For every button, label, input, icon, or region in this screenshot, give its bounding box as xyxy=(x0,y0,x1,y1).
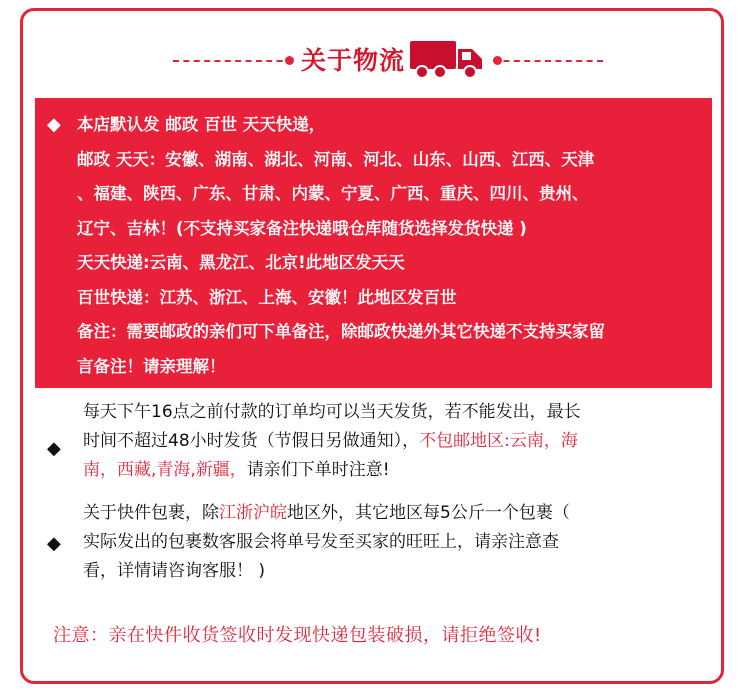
carrier-line: 辽宁、吉林！(不支持买家备注快递哦仓库随货选择发货快递 ) xyxy=(77,218,527,238)
diamond-bullet-icon: ◆ xyxy=(47,533,61,554)
shipping-time-line: 每天下午16点之前付款的订单均可以当天发货，若不能发出，最长 xyxy=(83,402,581,422)
page-title: 关于物流 xyxy=(301,46,406,75)
default-carriers-panel xyxy=(35,98,712,388)
shipping-time-note: 时间不超过48小时发货（节假日另做通知）， xyxy=(83,431,420,451)
header-divider-left xyxy=(173,60,293,62)
shipping-time-text xyxy=(83,398,705,485)
shipping-time-line xyxy=(83,427,705,456)
diamond-bullet-icon: ◆ xyxy=(47,438,61,459)
truck-icon xyxy=(408,39,486,81)
header-dot-left xyxy=(285,56,294,65)
no-free-shipping-regions: 不包邮地区:云南，海 xyxy=(419,431,578,451)
shipping-time-line xyxy=(83,456,705,485)
diamond-bullet-icon: ◆ xyxy=(47,114,61,135)
package-split-block xyxy=(35,499,712,599)
carrier-line: 、福建、陕西、广东、甘肃、内蒙、宁夏、广西、重庆、四川、贵州、 xyxy=(77,184,589,203)
package-split-line: 看，详情请咨询客服！ ) xyxy=(83,561,266,581)
order-reminder: 请亲们下单时注意! xyxy=(246,460,390,480)
carrier-line: 邮政 天天：安徽、湖南、湖北、河南、河北、山东、山西、江西、天津 xyxy=(77,149,595,169)
carrier-info-text xyxy=(77,108,705,384)
package-text: 关于快件包裹，除 xyxy=(83,503,219,523)
package-split-line: 实际发出的包裹数客服会将单号发至买家的旺旺上，请亲注意查 xyxy=(83,532,559,552)
header xyxy=(23,37,727,85)
no-free-shipping-regions-cont: 南，西藏,青海,新疆， xyxy=(83,460,247,480)
carrier-line: 备注：需要邮政的亲们可下单备注，除邮政快递外其它快递不支持买家留 xyxy=(77,322,605,341)
package-split-line xyxy=(83,499,705,528)
region-highlight: 江浙沪皖 xyxy=(219,503,287,523)
package-text: 地区外，其它地区每5公斤一个包裹（ xyxy=(287,503,570,523)
carrier-line: 言备注！请亲理解！ xyxy=(77,356,226,376)
shipping-time-block xyxy=(35,398,712,498)
logistics-card xyxy=(20,8,724,684)
damage-notice: 注意：亲在快件收货签收时发现快递包装破损，请拒绝签收! xyxy=(53,625,542,646)
carrier-line: 天天快递:云南、黑龙江、北京!此地区发天天 xyxy=(77,253,405,272)
carrier-line: 本店默认发 邮政 百世 天天快递， xyxy=(77,115,326,134)
header-divider-right xyxy=(493,60,603,62)
package-split-text xyxy=(83,499,705,586)
carrier-line: 百世快递：江苏、浙江、上海、安徽！此地区发百世 xyxy=(77,287,457,307)
